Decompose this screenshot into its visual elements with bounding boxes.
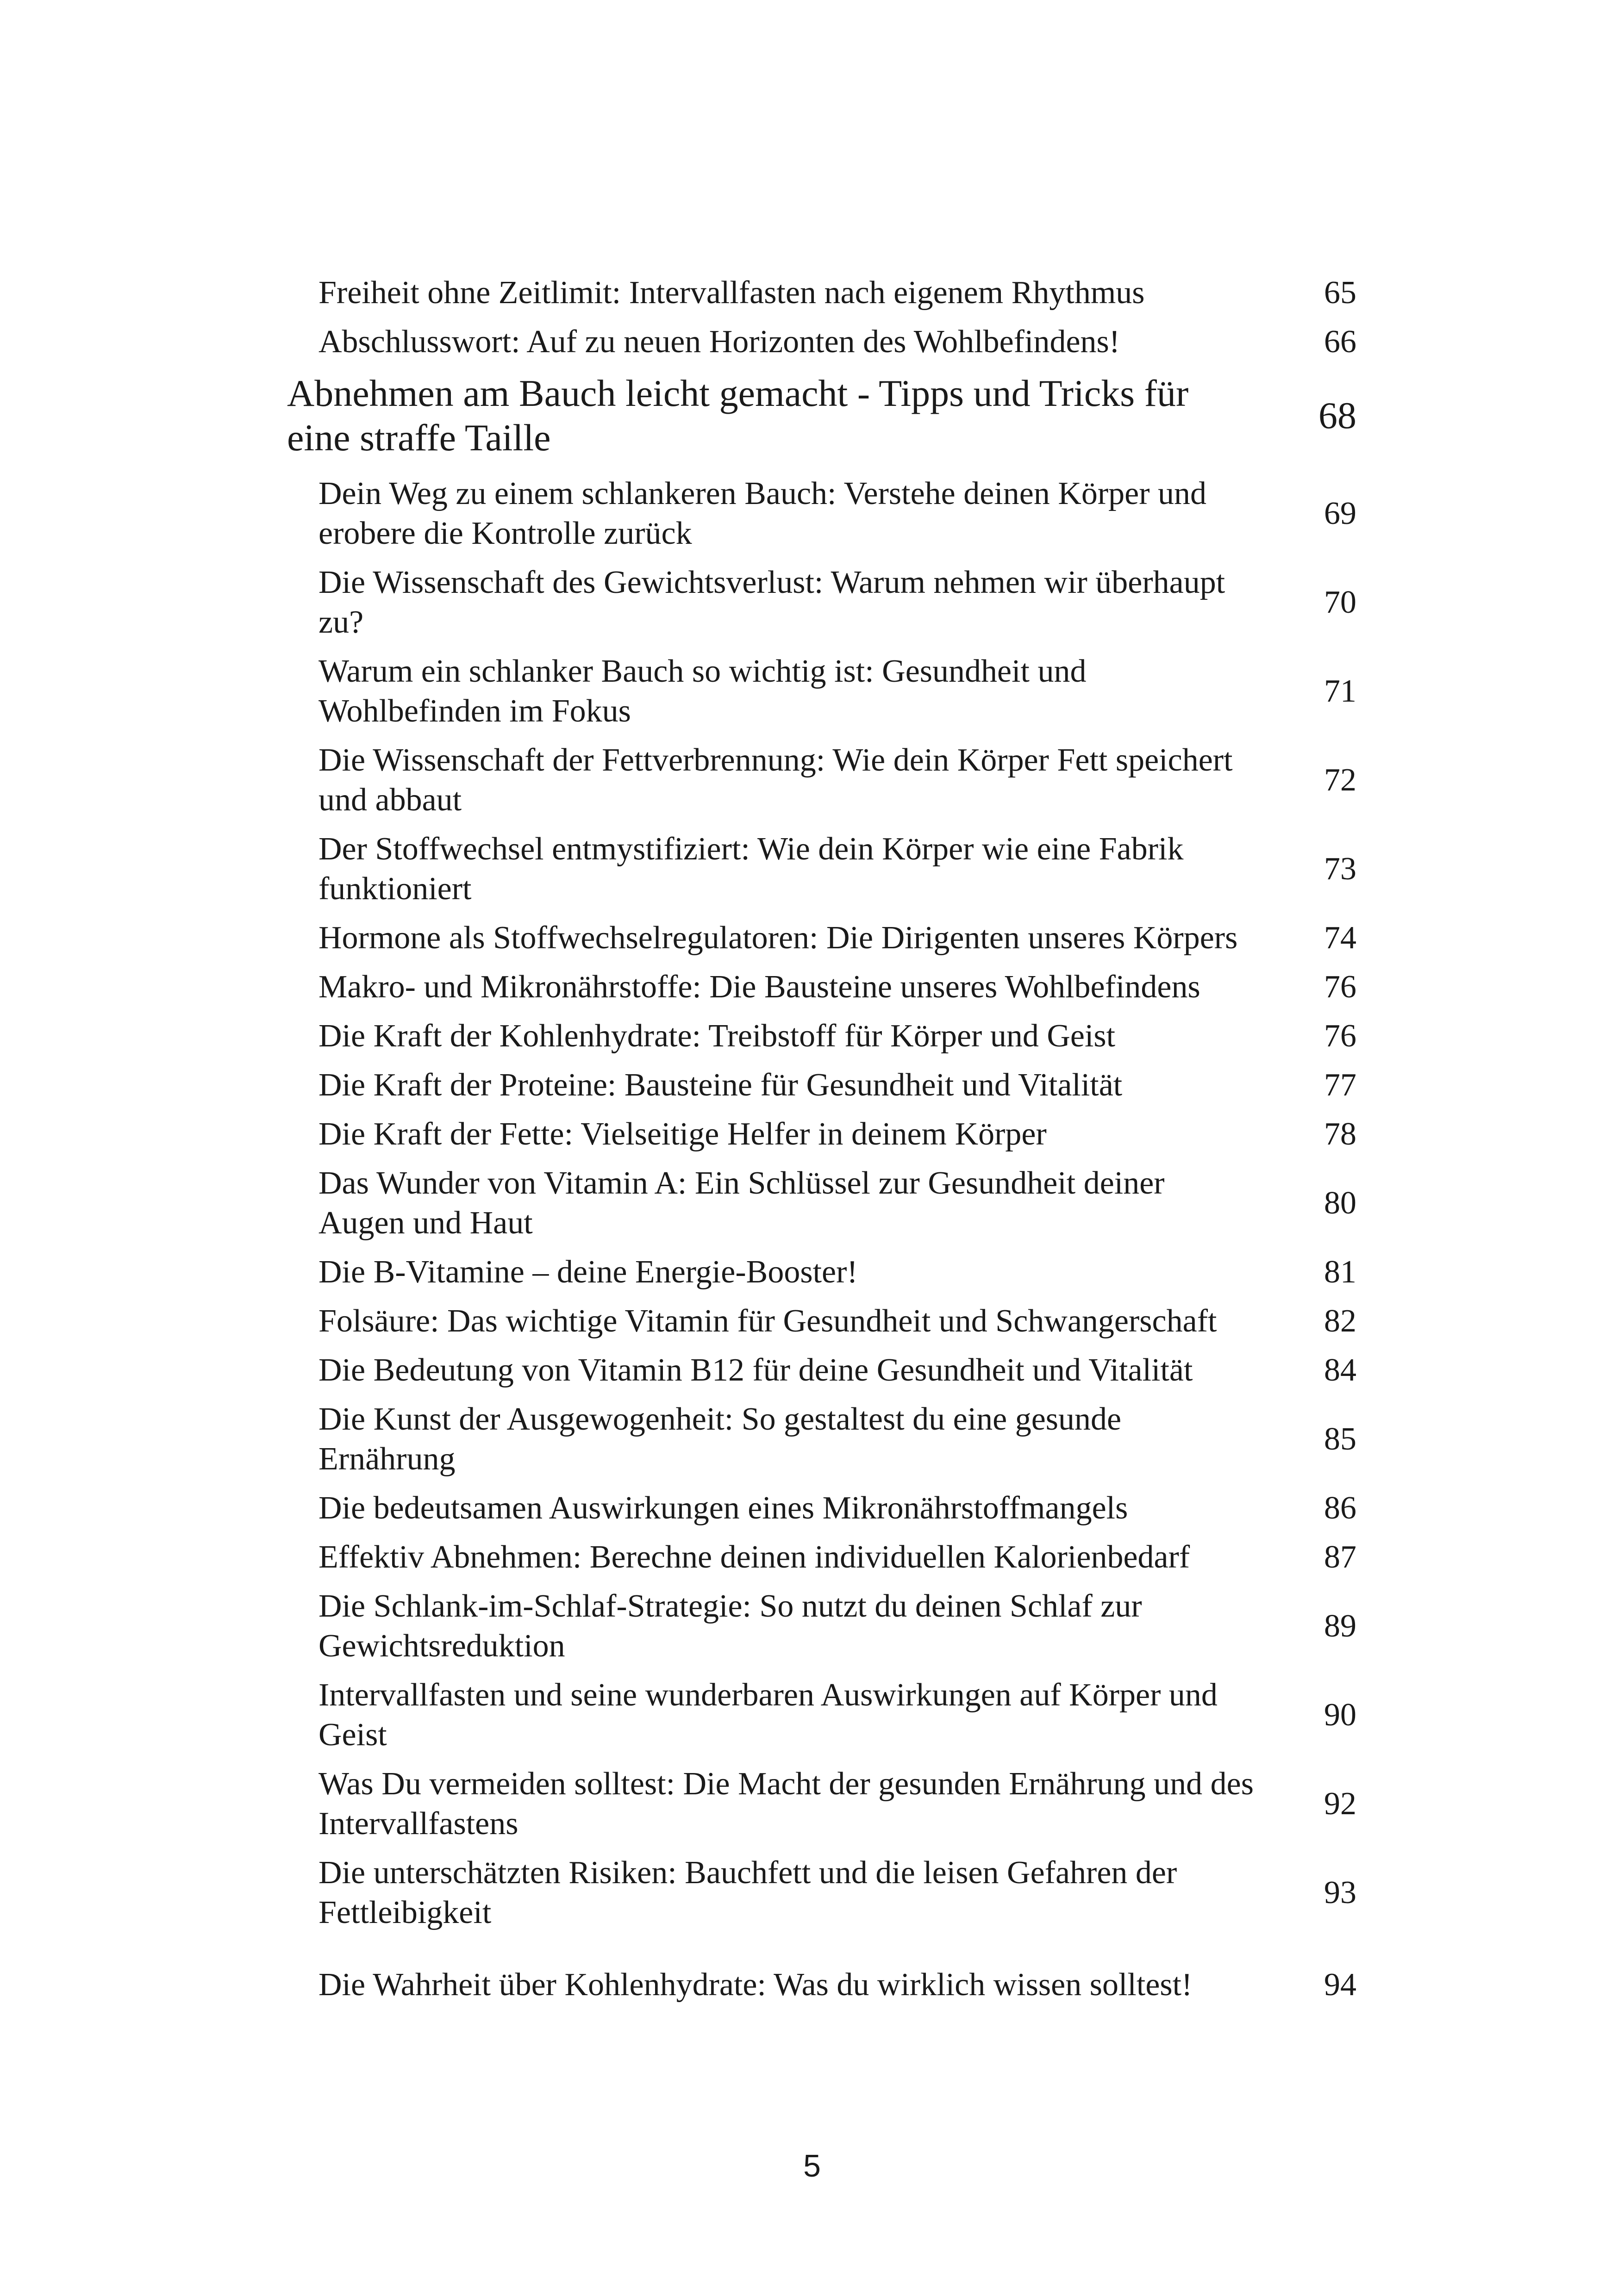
toc-entry-page: 66	[1324, 324, 1356, 360]
toc-entry-page: 85	[1324, 1421, 1356, 1457]
toc-entry[interactable]	[287, 740, 1356, 820]
toc-entry-page: 94	[1324, 1967, 1356, 2003]
toc-entry-page: 87	[1324, 1539, 1356, 1575]
toc-entry-title: Die Kunst der Ausgewogenheit: So gestaltest du eine gesunde Ernährung	[319, 1401, 1122, 1477]
toc-entry-title: Effektiv Abnehmen: Berechne deinen individuellen Kalorienbedarf	[319, 1539, 1190, 1575]
toc-entry-title: Was Du vermeiden solltest: Die Macht der gesunden Ernährung und des Intervallfastens	[319, 1766, 1254, 1842]
toc-entry[interactable]	[287, 322, 1356, 362]
toc-entry-title: Der Stoffwechsel entmystifiziert: Wie dein Körper wie eine Fabrik funktioniert	[319, 831, 1184, 907]
toc-entry-page: 76	[1324, 969, 1356, 1005]
toc-entry[interactable]	[287, 1252, 1356, 1292]
toc-entry-page: 78	[1324, 1116, 1356, 1152]
toc-entry[interactable]	[287, 1164, 1356, 1243]
toc-entry[interactable]	[287, 918, 1356, 958]
page-number: 5	[803, 2148, 821, 2184]
toc-entry-page: 82	[1324, 1303, 1356, 1339]
toc-entry-page: 71	[1324, 673, 1356, 709]
toc-entry-page: 74	[1324, 920, 1356, 956]
toc-entry-title: Die B-Vitamine – deine Energie-Booster!	[319, 1254, 858, 1290]
toc-entry-title: Freiheit ohne Zeitlimit: Intervallfasten nach eigenem Rhythmus	[319, 275, 1145, 311]
toc-entry-page: 86	[1324, 1490, 1356, 1526]
toc-entry[interactable]	[287, 829, 1356, 909]
toc-entry-page: 84	[1324, 1352, 1356, 1388]
toc-entry-title: Abschlusswort: Auf zu neuen Horizonten des Wohlbefindens!	[319, 324, 1120, 360]
toc-entry-page: 81	[1324, 1254, 1356, 1290]
toc-entry-title: Die Wissenschaft des Gewichtsverlust: Warum nehmen wir überhaupt zu?	[319, 565, 1225, 640]
toc-entry-title: Die Kraft der Proteine: Bausteine für Gesundheit und Vitalität	[319, 1067, 1123, 1103]
toc-entry-page: 69	[1324, 496, 1356, 531]
toc-entry-title: Dein Weg zu einem schlankeren Bauch: Verstehe deinen Körper und erobere die Kontrolle zurück	[319, 476, 1207, 551]
toc-entry-title: Intervallfasten und seine wunderbaren Auswirkungen auf Körper und Geist	[319, 1677, 1218, 1753]
toc-entry[interactable]	[287, 1350, 1356, 1390]
toc-entry[interactable]	[287, 1016, 1356, 1056]
toc-entry[interactable]	[287, 1587, 1356, 1666]
toc-entry-title: Die bedeutsamen Auswirkungen eines Mikronährstoffmangels	[319, 1490, 1128, 1526]
toc-entry-title: Die Bedeutung von Vitamin B12 für deine Gesundheit und Vitalität	[319, 1352, 1193, 1388]
toc-entry-page: 65	[1324, 275, 1356, 311]
toc-entry[interactable]	[287, 1114, 1356, 1154]
toc-chapter-heading[interactable]	[287, 371, 1356, 460]
toc-entry-title: Die Schlank-im-Schlaf-Strategie: So nutzt du deinen Schlaf zur Gewichtsreduktion	[319, 1588, 1142, 1664]
toc-entry-page: 76	[1324, 1018, 1356, 1054]
toc-entry-title: Die Kraft der Fette: Vielseitige Helfer in deinem Körper	[319, 1116, 1047, 1152]
toc-entry-page: 92	[1324, 1786, 1356, 1822]
toc-entry-title: Die Wahrheit über Kohlenhydrate: Was du wirklich wissen solltest!	[319, 1967, 1193, 2003]
toc-entry-title: Die unterschätzten Risiken: Bauchfett und die leisen Gefahren der Fettleibigkeit	[319, 1855, 1177, 1930]
toc-entry[interactable]	[287, 273, 1356, 313]
toc-entry[interactable]	[287, 1065, 1356, 1105]
toc-entry[interactable]	[287, 1764, 1356, 1844]
toc-entry-title: Folsäure: Das wichtige Vitamin für Gesundheit und Schwangerschaft	[319, 1303, 1217, 1339]
toc-entry-page: 93	[1324, 1875, 1356, 1910]
toc-entry-title: Hormone als Stoffwechselregulatoren: Die Dirigenten unseres Körpers	[319, 920, 1238, 956]
toc-entry-page: 73	[1324, 851, 1356, 887]
toc-entry-page: 77	[1324, 1067, 1356, 1103]
toc-entry[interactable]	[287, 1853, 1356, 1933]
toc-entry-page: 80	[1324, 1185, 1356, 1221]
toc-entry-page: 70	[1324, 585, 1356, 620]
toc-entry[interactable]	[287, 1488, 1356, 1528]
toc-entry-page: 90	[1324, 1697, 1356, 1733]
toc-entry[interactable]	[287, 563, 1356, 642]
toc-entry-page: 89	[1324, 1608, 1356, 1644]
toc-entry-title: Makro- und Mikronährstoffe: Die Bausteine unseres Wohlbefindens	[319, 969, 1200, 1005]
toc-chapter-page: 68	[1318, 394, 1356, 436]
table-of-contents	[287, 273, 1356, 2014]
toc-chapter-title: Abnehmen am Bauch leicht gemacht - Tipps und Tricks für eine straffe Taille	[287, 372, 1189, 459]
toc-entry[interactable]	[287, 1965, 1356, 2005]
toc-entry-title: Die Wissenschaft der Fettverbrennung: Wie dein Körper Fett speichert und abbaut	[319, 742, 1233, 818]
toc-entry[interactable]	[287, 1675, 1356, 1755]
toc-entry[interactable]	[287, 1400, 1356, 1479]
toc-entry-page: 72	[1324, 762, 1356, 798]
toc-entry-title: Die Kraft der Kohlenhydrate: Treibstoff für Körper und Geist	[319, 1018, 1116, 1054]
toc-entry-title: Das Wunder von Vitamin A: Ein Schlüssel zur Gesundheit deiner Augen und Haut	[319, 1165, 1165, 1241]
toc-entry[interactable]	[287, 474, 1356, 554]
toc-entry[interactable]	[287, 1301, 1356, 1341]
toc-entry[interactable]	[287, 652, 1356, 731]
toc-entry[interactable]	[287, 1537, 1356, 1577]
toc-entry-title: Warum ein schlanker Bauch so wichtig ist: Gesundheit und Wohlbefinden im Fokus	[319, 653, 1087, 729]
toc-entry[interactable]	[287, 967, 1356, 1007]
